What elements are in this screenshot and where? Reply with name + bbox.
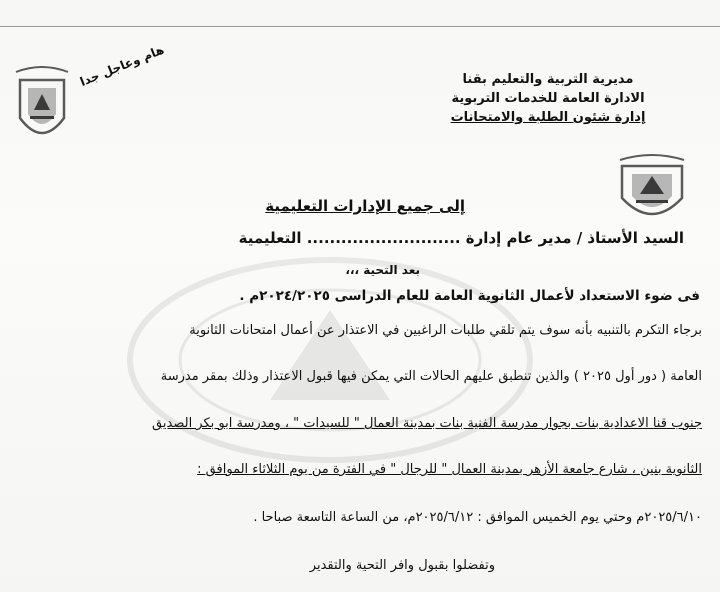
letter-closing: وتفضلوا بقبول وافر التحية والتقدير bbox=[309, 558, 495, 573]
letter-subject: فى ضوء الاستعداد لأعمال الثانوية العامة للعام الدراسى ٢٠٢٤/٢٠٢٥م . bbox=[239, 288, 700, 304]
letter-addressee: إلى جميع الإدارات التعليمية bbox=[265, 197, 465, 215]
letter-to-line: السيد الأستاذ / مدير عام إدارة ........................... التعليمية bbox=[238, 229, 684, 247]
ministry-seal-right bbox=[612, 150, 692, 230]
letterhead bbox=[398, 70, 698, 127]
letter-greeting: بعد التحية ،،، bbox=[345, 263, 420, 277]
urgent-stamp-note: هام وعاجل جدا bbox=[78, 42, 166, 89]
body-line-1: برجاء التكرم بالتنبيه بأنه سوف يتم تلقي طلبات الراغبين في الاعتذار عن أعمال امتحانات الثانوية bbox=[189, 323, 702, 338]
letterhead-line-department: الادارة العامة للخدمات التربوية bbox=[451, 91, 645, 106]
ministry-seal-left bbox=[10, 62, 74, 150]
body-line-3: جنوب قنا الاعدادية بنات بجوار مدرسة الفنية بنات بمدينة العمال " للسيدات " ، ومدرسة ابو بكر الصديق bbox=[152, 416, 702, 431]
body-line-4: الثانوية بنين ، شارع جامعة الأزهر بمدينة العمال " للرجال " في الفترة من يوم الثلاثاء الموافق : bbox=[197, 462, 702, 477]
letterhead-line-office: إدارة شئون الطلبة والامتحانات bbox=[450, 110, 646, 125]
watermark-emblem bbox=[120, 250, 540, 470]
top-rule bbox=[0, 26, 720, 27]
letterhead-line-directorate: مديرية التربية والتعليم بقنا bbox=[462, 72, 634, 87]
body-line-5: ٢٠٢٥/٦/١٠م وحتي يوم الخميس الموافق : ٢٠٢٥/٦/١٢م، من الساعة التاسعة صباحا . bbox=[253, 510, 702, 525]
body-line-2: العامة ( دور أول ٢٠٢٥ ) والذين تنطبق عليهم الحالات التي يمكن فيها قبول الاعتذار وذلك بمقر مدرسة bbox=[160, 369, 702, 384]
